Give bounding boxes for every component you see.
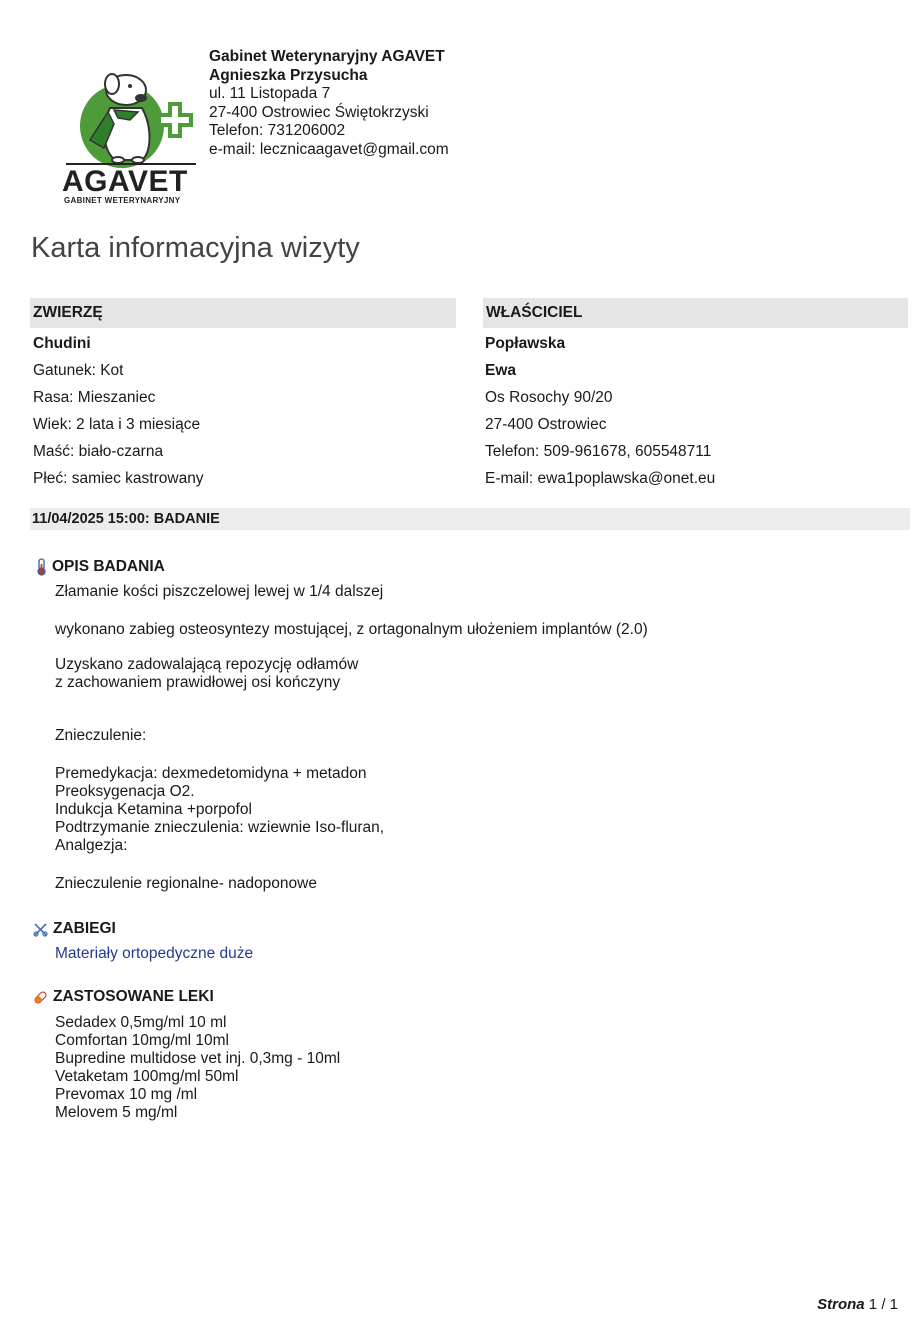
owner-address: Os Rosochy 90/20 — [485, 389, 613, 406]
clinic-name: Gabinet Weterynaryjny AGAVET — [209, 48, 445, 65]
animal-age: Wiek: 2 lata i 3 miesiące — [33, 416, 201, 433]
animal-breed: Rasa: Mieszaniec — [33, 389, 156, 406]
animal-header: ZWIERZĘ — [30, 298, 456, 328]
drugs-list — [55, 1014, 340, 1122]
drugs-section-title: ZASTOSOWANE LEKI — [53, 988, 214, 1005]
animal-sex: Płeć: samiec kastrowany — [33, 470, 204, 487]
animal-species: Gatunek: Kot — [33, 362, 124, 379]
logo-subtitle: GABINET WETERYNARYJNY — [64, 196, 181, 205]
page-label: Strona — [817, 1296, 865, 1313]
owner-surname: Popławska — [485, 335, 566, 352]
owner-details — [485, 330, 715, 492]
procedure-item: Materiały ortopedyczne duże — [55, 945, 254, 962]
animal-color: Maść: biało-czarna — [33, 443, 164, 460]
exam-line: Premedykacja: dexmedetomidyna + metadon — [55, 765, 367, 782]
clinic-city: 27-400 Ostrowiec Świętokrzyski — [209, 103, 429, 121]
clinic-phone: Telefon: 731206002 — [209, 122, 346, 139]
procedures-list — [55, 945, 253, 963]
exam-line: z zachowaniem prawidłowej osi kończyny — [55, 674, 341, 691]
exam-line: Złamanie kości piszczelowej lewej w 1/4 dalszej — [55, 583, 384, 600]
exam-section-title: OPIS BADANIA — [52, 558, 165, 575]
owner-email: E-mail: ewa1poplawska@onet.eu — [485, 470, 716, 487]
drugs-section-header — [33, 988, 214, 1006]
exam-line: Podtrzymanie znieczulenia: wziewnie Iso-fluran, — [55, 819, 385, 836]
exam-line: wykonano zabieg osteosyntezy mostującej, z ortagonalnym ułożeniem implantów (2.0) — [55, 621, 648, 638]
exam-section-header — [36, 558, 165, 576]
clinic-info — [209, 48, 449, 159]
exam-line: Indukcja Ketamina +porpofol — [55, 801, 252, 818]
animal-name: Chudini — [33, 335, 91, 352]
clinic-owner: Agnieszka Przysucha — [209, 66, 368, 84]
clinic-street: ul. 11 Listopada 7 — [209, 85, 331, 102]
procedures-section-title: ZABIEGI — [53, 920, 116, 937]
procedures-section-header — [33, 920, 116, 938]
owner-first-name: Ewa — [485, 362, 517, 379]
pill-icon — [33, 990, 48, 1005]
drug-item: Bupredine multidose vet inj. 0,3mg - 10ml — [55, 1050, 341, 1067]
page-footer — [817, 1296, 898, 1313]
drug-item: Melovem 5 mg/ml — [55, 1104, 178, 1121]
drug-item: Comfortan 10mg/ml 10ml — [55, 1032, 230, 1049]
drug-item: Prevomax 10 mg /ml — [55, 1086, 198, 1103]
page-total: 1 — [889, 1296, 898, 1313]
thermometer-icon — [36, 558, 47, 576]
owner-header: WŁAŚCICIEL — [483, 298, 908, 328]
animal-details — [33, 330, 204, 492]
exam-line: Znieczulenie: — [55, 727, 147, 744]
page-number: 1 — [868, 1296, 878, 1313]
owner-city: 27-400 Ostrowiec — [485, 416, 607, 433]
clinic-email: e-mail: lecznicaagavet@gmail.com — [209, 140, 449, 158]
visit-header: 11/04/2025 15:00: BADANIE — [30, 508, 910, 530]
exam-line: Znieczulenie regionalne- nadoponowe — [55, 875, 317, 892]
exam-line: Preoksygenacja O2. — [55, 783, 195, 800]
exam-line: Uzyskano zadowalającą repozycję odłamów — [55, 656, 359, 673]
logo-brand-text: AGAVET — [62, 165, 188, 198]
page-title: Karta informacyjna wizyty — [31, 232, 360, 264]
exam-line: Analgezja: — [55, 837, 128, 854]
procedure-tools-icon — [33, 922, 48, 937]
drug-item: Sedadex 0,5mg/ml 10 ml — [55, 1014, 227, 1031]
drug-item: Vetaketam 100mg/ml 50ml — [55, 1068, 239, 1085]
page-separator: / — [881, 1296, 886, 1313]
owner-phone: Telefon: 509-961678, 605548711 — [485, 443, 712, 460]
exam-description — [55, 583, 648, 893]
